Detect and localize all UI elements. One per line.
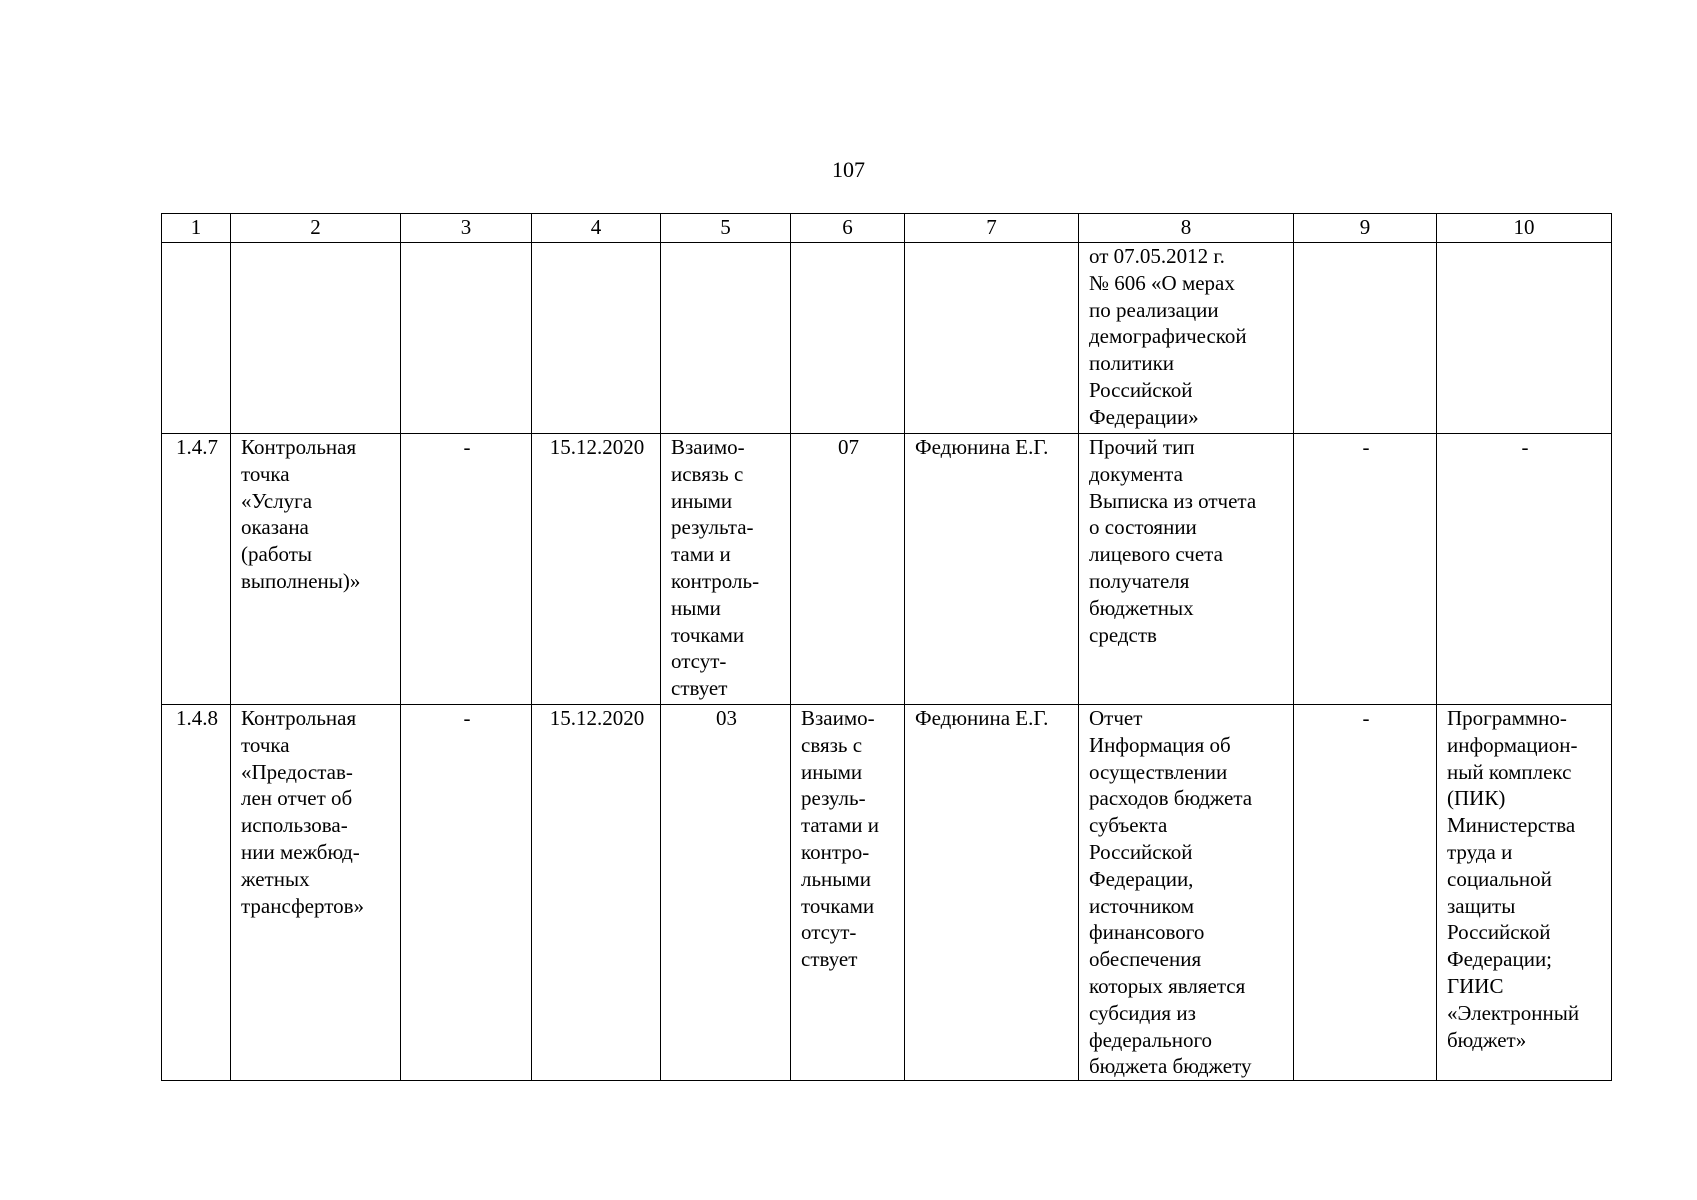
column-header-3: 3 <box>401 214 532 243</box>
column-header-1: 1 <box>162 214 231 243</box>
responsible-cell: Федюнина Е.Г. <box>905 705 1079 1081</box>
column-header-8: 8 <box>1079 214 1294 243</box>
table-cell: Контрольная точка «Услуга оказана (работы выполнены)» <box>231 434 401 705</box>
table-row <box>162 243 1612 434</box>
table-header-row <box>162 214 1612 243</box>
column-header-5: 5 <box>661 214 791 243</box>
document-table <box>161 213 1612 1081</box>
table-cell <box>905 243 1079 434</box>
table-cell: 03 <box>661 705 791 1081</box>
table-cell: - <box>401 705 532 1081</box>
table-cell: - <box>1294 434 1437 705</box>
table-cell: - <box>401 434 532 705</box>
table-cell: Взаимо- исвязь с иными результа- тами и контроль- ными точками отсут- ствует <box>661 434 791 705</box>
row-number-cell: 1.4.8 <box>162 705 231 1081</box>
table-cell <box>791 243 905 434</box>
page-number: 107 <box>832 157 865 182</box>
column-header-9: 9 <box>1294 214 1437 243</box>
table-cell: Программно- информацион- ный комплекс (ПИК) Министерства труда и социальной защиты Российской Федерации; ГИИС «Электронный бюджет» <box>1437 705 1612 1081</box>
column-header-10: 10 <box>1437 214 1612 243</box>
table-cell: Контрольная точка «Предостав- лен отчет об использова- нии межбюд- жетных трансфертов» <box>231 705 401 1081</box>
column-header-2: 2 <box>231 214 401 243</box>
table-cell <box>1437 243 1612 434</box>
date-cell: 15.12.2020 <box>532 705 661 1081</box>
table-cell: Отчет Информация об осуществлении расходов бюджета субъекта Российской Федерации, источником финансового обеспечения которых является субсидия из федерального бюджета бюджету <box>1079 705 1294 1081</box>
responsible-cell: Федюнина Е.Г. <box>905 434 1079 705</box>
table-cell <box>162 243 231 434</box>
row-number-cell: 1.4.7 <box>162 434 231 705</box>
column-header-6: 6 <box>791 214 905 243</box>
table-row <box>162 705 1612 1081</box>
table-cell <box>661 243 791 434</box>
table-cell: Прочий тип документа Выписка из отчета о состоянии лицевого счета получателя бюджетных средств <box>1079 434 1294 705</box>
table-cell <box>532 243 661 434</box>
date-cell: 15.12.2020 <box>532 434 661 705</box>
table-cell <box>401 243 532 434</box>
table-cell <box>1294 243 1437 434</box>
table-cell: 07 <box>791 434 905 705</box>
table-cell: - <box>1437 434 1612 705</box>
table-row <box>162 434 1612 705</box>
table-cell <box>231 243 401 434</box>
table-cell: Взаимо- связь с иными резуль- татами и контро- льными точками отсут- ствует <box>791 705 905 1081</box>
table-cell: - <box>1294 705 1437 1081</box>
table-cell: от 07.05.2012 г. № 606 «О мерах по реализации демографической политики Российской Федерации» <box>1079 243 1294 434</box>
column-header-7: 7 <box>905 214 1079 243</box>
column-header-4: 4 <box>532 214 661 243</box>
